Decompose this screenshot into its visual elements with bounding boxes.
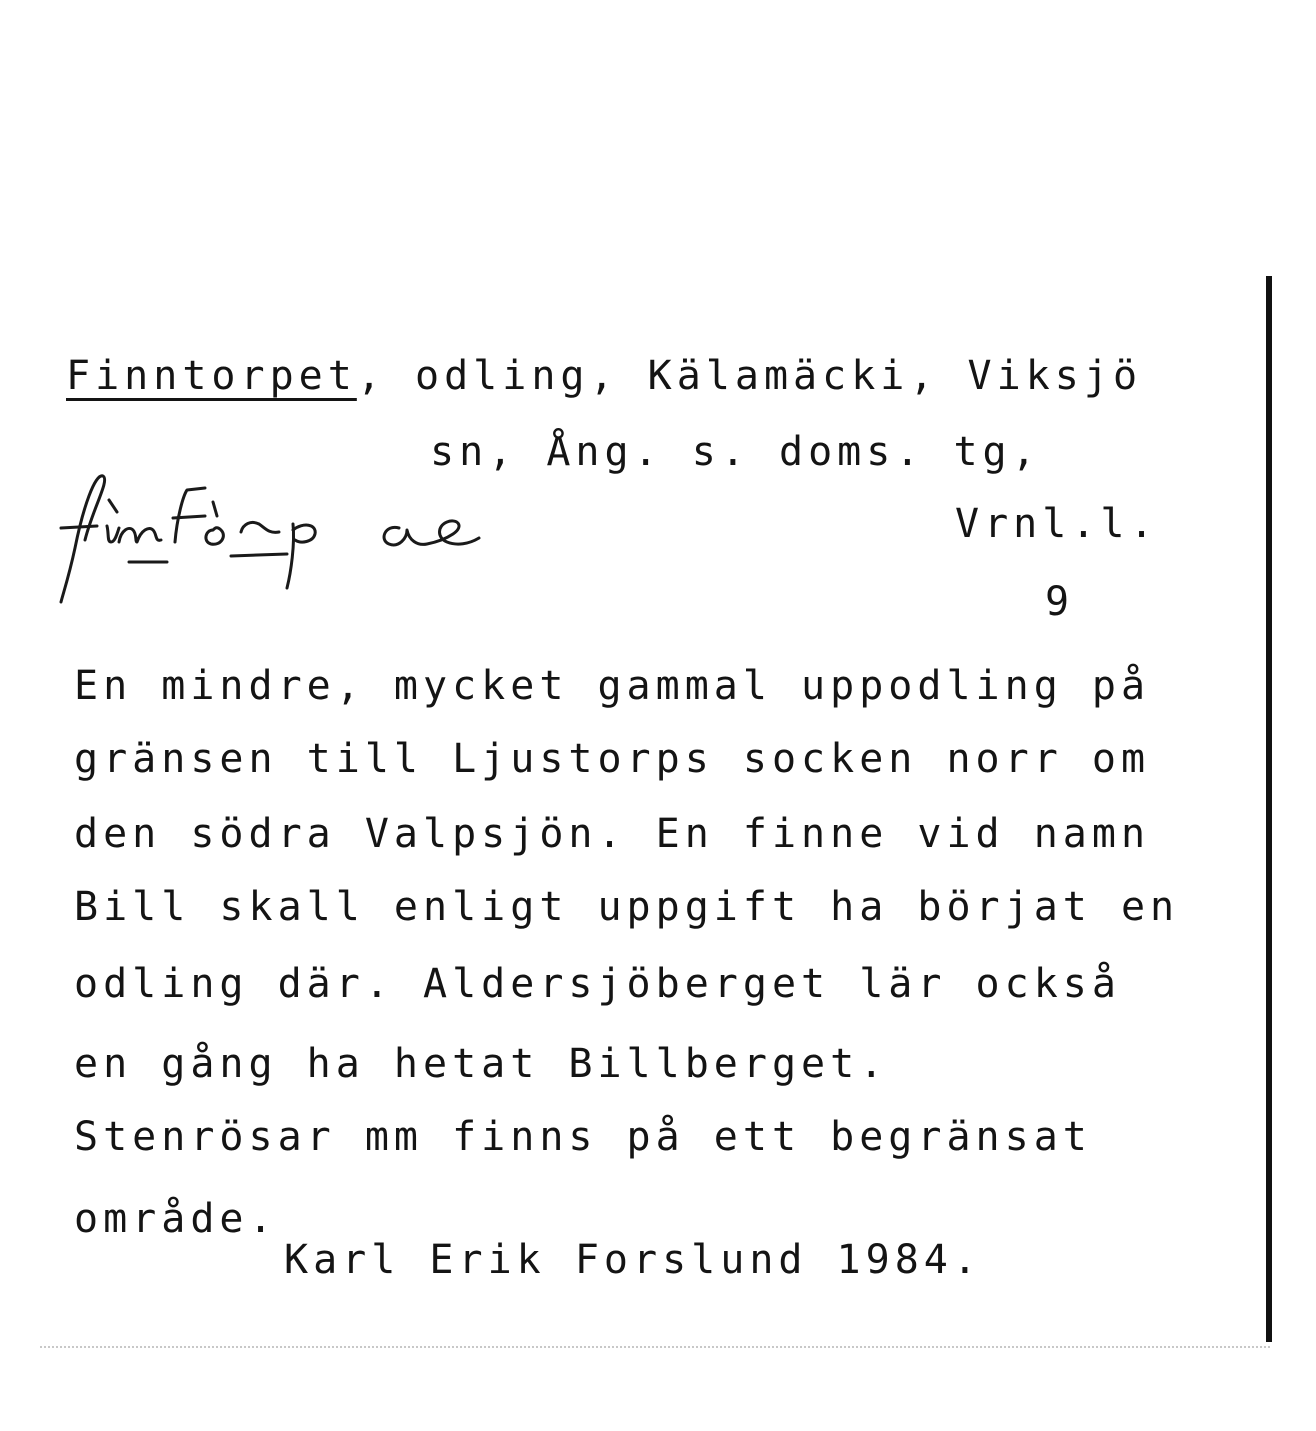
card-number: 9 xyxy=(1045,579,1075,625)
body-line-8: område. xyxy=(74,1196,278,1242)
body-line-2: gränsen till Ljustorps socken norr om xyxy=(74,736,1151,782)
source-code: Vrnl.l. xyxy=(955,501,1159,547)
signature: Karl Erik Forslund 1984. xyxy=(284,1237,982,1283)
body-line-7: Stenrösar mm finns på ett begränsat xyxy=(74,1114,1092,1160)
header-line-1-rest: , odling, Kälamäcki, Viksjö xyxy=(356,353,1143,399)
body-line-6: en gång ha hetat Billberget. xyxy=(74,1041,889,1087)
header-line-1 xyxy=(66,352,1142,400)
card-bottom-edge xyxy=(40,1346,1270,1348)
body-line-1: En mindre, mycket gammal uppodling på xyxy=(74,663,1151,709)
body-line-5: odling där. Aldersjöberget lär också xyxy=(74,961,1121,1007)
body-line-3: den södra Valpsjön. En finne vid namn xyxy=(74,811,1151,857)
card-right-edge xyxy=(1266,276,1272,1342)
headword: Finntorpet xyxy=(66,353,357,399)
body-line-4: Bill skall enligt uppgift ha börjat en xyxy=(74,884,1180,930)
header-line-2: sn, Ång. s. doms. tg, xyxy=(430,429,1041,475)
handwritten-dialect-form xyxy=(55,468,495,608)
